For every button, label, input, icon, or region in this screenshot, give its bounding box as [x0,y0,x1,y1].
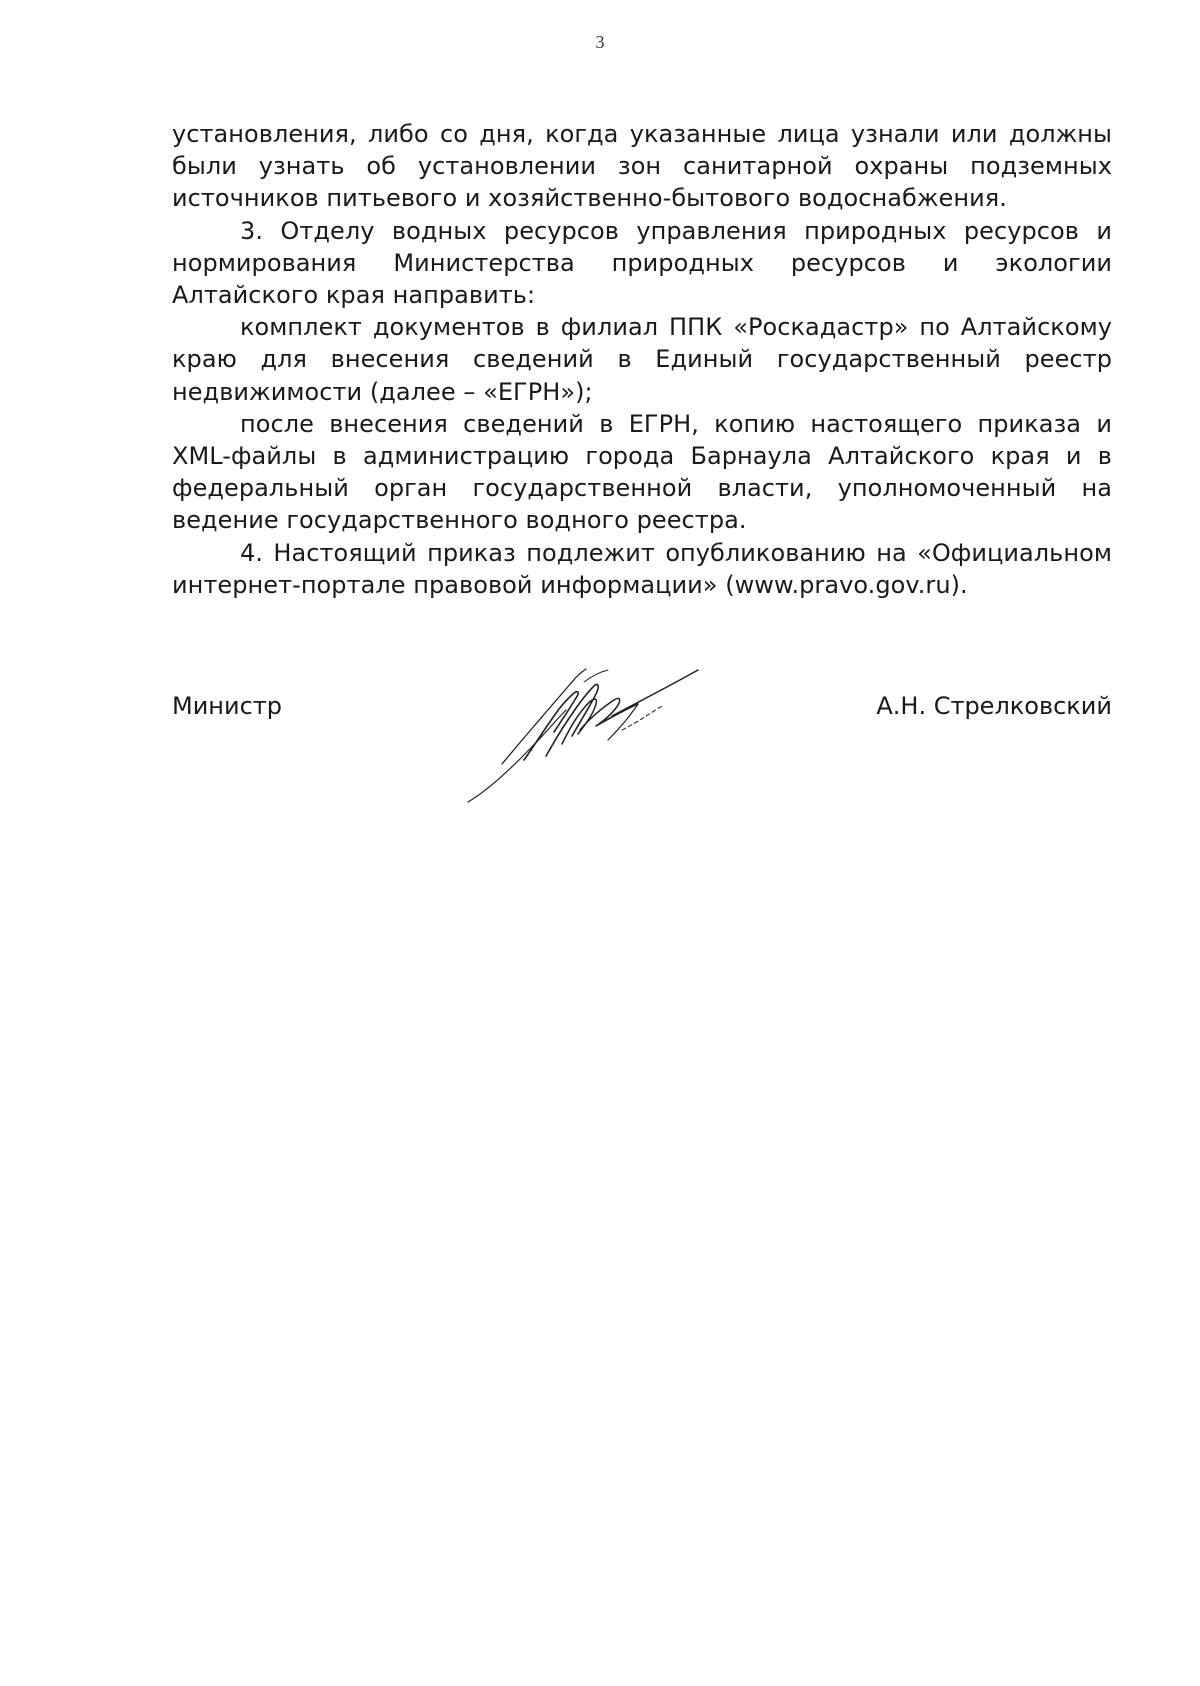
document-body [172,118,1112,601]
signatory-name: А.Н. Стрелковский [876,692,1112,720]
paragraph-item-4: 4. Настоящий приказ подлежит опубликованию на «Официальном интернет-портале правовой информации» (www.pravo.gov.ru). [172,538,1112,599]
paragraph-item-3-a: комплект документов в филиал ППК «Роскадастр» по Алтайскому краю для внесения сведений в Единый государственный реестр недвижимости (далее – «ЕГРН»); [172,313,1112,406]
signatory-role: Министр [172,692,283,720]
paragraph-continuation: установления, либо со дня, когда указанные лица узнали или должны были узнать об установлении зон санитарной охраны подземных источников питьевого и хозяйственно-бытового водоснабжения. [172,120,1112,213]
handwritten-signature [462,660,732,810]
page-number: 3 [595,32,605,52]
paragraph-item-3-b: после внесения сведений в ЕГРН, копию настоящего приказа и XML-файлы в администрацию города Барнаула Алтайского края и в федеральный орган государственной власти, уполномоченный на ведение государственного водного реестра. [172,409,1112,535]
paragraph-item-3: 3. Отделу водных ресурсов управления природных ресурсов и нормирования Министерства природных ресурсов и экологии Алтайского края направить: [172,216,1112,310]
